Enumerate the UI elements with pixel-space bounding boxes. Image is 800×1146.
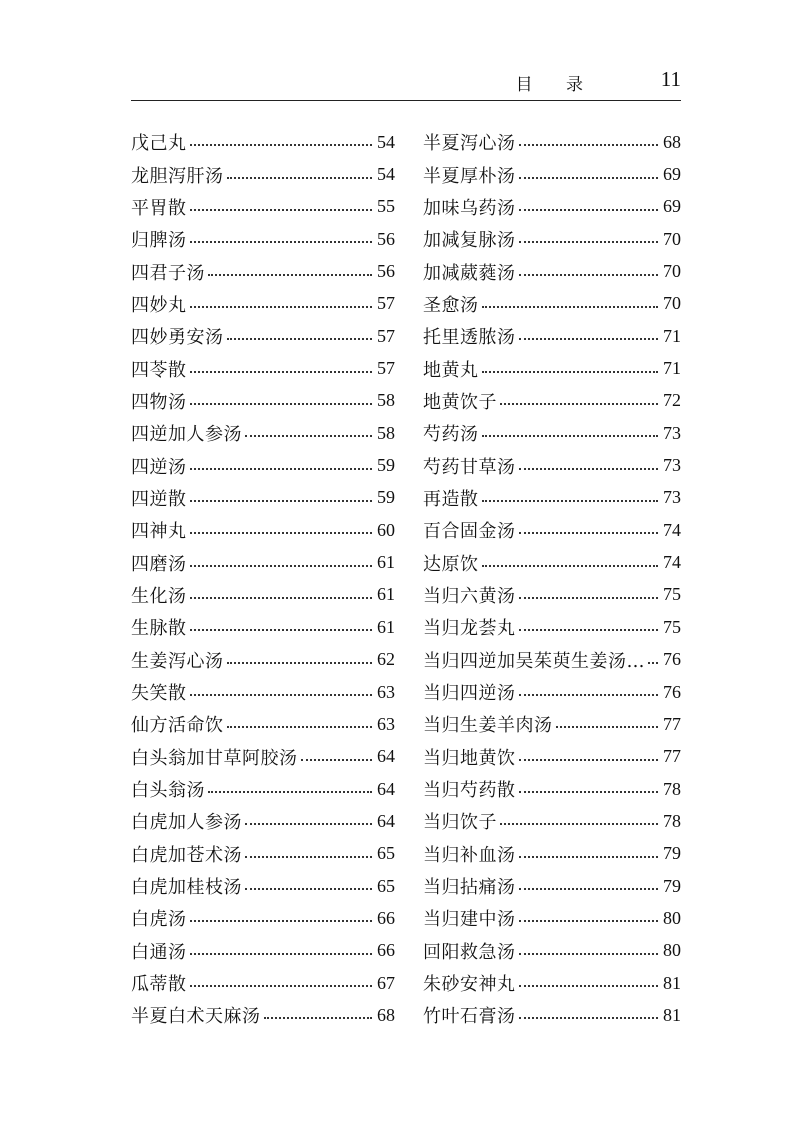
toc-entry-page: 81 xyxy=(663,1004,681,1025)
toc-entry-page: 55 xyxy=(377,196,395,217)
dot-leader xyxy=(519,985,659,987)
toc-entry-page: 78 xyxy=(663,778,681,799)
toc-column-right xyxy=(423,126,681,1032)
toc-entry-title: 达原饮 xyxy=(423,553,479,575)
toc-entry-page: 59 xyxy=(377,487,395,508)
toc-entry-page: 79 xyxy=(663,843,681,864)
toc-entry-page: 67 xyxy=(377,972,395,993)
toc-entry xyxy=(423,708,681,740)
toc-entry xyxy=(131,741,395,773)
toc-entry-page: 54 xyxy=(377,131,395,152)
toc-entry xyxy=(423,514,681,546)
toc-entry xyxy=(131,805,395,837)
dot-leader xyxy=(648,662,658,664)
dot-leader xyxy=(519,791,659,793)
dot-leader xyxy=(190,241,373,243)
toc-entry-title: 平胃散 xyxy=(131,197,187,219)
toc-entry-page: 59 xyxy=(377,455,395,476)
dot-leader xyxy=(519,338,659,340)
dot-leader xyxy=(190,953,373,955)
toc-entry xyxy=(131,773,395,805)
toc-entry-page: 62 xyxy=(377,649,395,670)
toc-entry-page: 57 xyxy=(377,325,395,346)
toc-entry-title: 加味乌药汤 xyxy=(423,197,516,219)
toc-entry-title: 四君子汤 xyxy=(131,262,205,284)
toc-entry xyxy=(423,870,681,902)
dot-leader xyxy=(208,791,372,793)
toc-entry xyxy=(131,546,395,578)
toc-entry xyxy=(423,741,681,773)
toc-entry-page: 78 xyxy=(663,810,681,831)
toc-entry xyxy=(131,514,395,546)
toc-entry-page: 58 xyxy=(377,422,395,443)
toc-entry xyxy=(423,935,681,967)
dot-leader xyxy=(190,532,373,534)
toc-entry-page: 61 xyxy=(377,616,395,637)
toc-entry-title: 芍药甘草汤 xyxy=(423,456,516,478)
dot-leader xyxy=(190,500,373,502)
dot-leader xyxy=(245,435,372,437)
toc-entry-title: 四物汤 xyxy=(131,391,187,413)
toc-entry-title: 竹叶石膏汤 xyxy=(423,1006,516,1028)
toc-entry xyxy=(423,902,681,934)
toc-entry-title: 四逆散 xyxy=(131,488,187,510)
dot-leader xyxy=(190,694,373,696)
toc-entry-page: 65 xyxy=(377,875,395,896)
dot-leader xyxy=(190,371,373,373)
toc-entry-title: 四妙勇安汤 xyxy=(131,327,224,349)
toc-entry-title: 半夏厚朴汤 xyxy=(423,165,516,187)
toc-entry-title: 归脾汤 xyxy=(131,230,187,252)
dot-leader xyxy=(190,597,373,599)
toc-entry-page: 77 xyxy=(663,746,681,767)
toc-entry-title: 白头翁加甘草阿胶汤 xyxy=(131,747,298,769)
toc-entry xyxy=(423,417,681,449)
dot-leader xyxy=(190,985,373,987)
toc-entry-page: 65 xyxy=(377,843,395,864)
toc-entry xyxy=(131,708,395,740)
toc-entry-title: 生化汤 xyxy=(131,585,187,607)
toc-entry xyxy=(131,223,395,255)
dot-leader xyxy=(227,726,373,728)
toc-entry xyxy=(131,676,395,708)
toc-entry-title: 当归六黄汤 xyxy=(423,585,516,607)
toc-entry-page: 64 xyxy=(377,810,395,831)
toc-entry-page: 69 xyxy=(663,196,681,217)
dot-leader xyxy=(500,823,658,825)
toc-entry-page: 70 xyxy=(663,228,681,249)
toc-entry-title: 地黄饮子 xyxy=(423,391,497,413)
toc-entry-page: 73 xyxy=(663,455,681,476)
toc-entry-title: 百合固金汤 xyxy=(423,521,516,543)
toc-entry-title: 半夏白术天麻汤 xyxy=(131,1006,261,1028)
toc-entry xyxy=(131,999,395,1031)
toc-entry-title: 生脉散 xyxy=(131,618,187,640)
toc-entry-title: 地黄丸 xyxy=(423,359,479,381)
toc-entry xyxy=(131,126,395,158)
toc-entry-page: 75 xyxy=(663,584,681,605)
toc-entry xyxy=(423,385,681,417)
toc-entry-title: 生姜泻心汤 xyxy=(131,650,224,672)
dot-leader xyxy=(519,629,659,631)
toc-entry-page: 66 xyxy=(377,907,395,928)
toc-entry-title: 瓜蒂散 xyxy=(131,974,187,996)
toc-entry-page: 63 xyxy=(377,713,395,734)
toc-entry xyxy=(423,676,681,708)
toc-entry xyxy=(131,870,395,902)
toc-entry xyxy=(131,288,395,320)
toc-entry-title: 当归拈痛汤 xyxy=(423,877,516,899)
toc-entry-title: 再造散 xyxy=(423,488,479,510)
toc-entry-page: 74 xyxy=(663,552,681,573)
toc-entry-page: 61 xyxy=(377,552,395,573)
toc-entry xyxy=(131,385,395,417)
toc-entry xyxy=(423,546,681,578)
toc-entry xyxy=(131,449,395,481)
dot-leader xyxy=(245,888,372,890)
toc-entry-title: 白虎加苍术汤 xyxy=(131,844,242,866)
toc-entry-title: 失笑散 xyxy=(131,683,187,705)
dot-leader xyxy=(519,597,659,599)
toc-entry-title: 半夏泻心汤 xyxy=(423,133,516,155)
toc-entry-title: 当归饮子 xyxy=(423,812,497,834)
dot-leader xyxy=(519,468,659,470)
toc-entry-title: 朱砂安神丸 xyxy=(423,974,516,996)
dot-leader xyxy=(190,565,373,567)
toc-entry-title: 当归补血汤 xyxy=(423,844,516,866)
dot-leader xyxy=(264,1017,373,1019)
toc-entry xyxy=(423,999,681,1031)
dot-leader xyxy=(519,209,659,211)
dot-leader xyxy=(519,144,659,146)
page-header xyxy=(131,67,681,101)
dot-leader xyxy=(519,241,659,243)
toc-entry-title: 圣愈汤 xyxy=(423,294,479,316)
toc-entry-page: 60 xyxy=(377,519,395,540)
toc-entry-page: 68 xyxy=(663,131,681,152)
toc-entry-title: 回阳救急汤 xyxy=(423,941,516,963)
dot-leader xyxy=(190,468,373,470)
toc-entry-page: 63 xyxy=(377,681,395,702)
dot-leader xyxy=(190,920,373,922)
toc-entry xyxy=(131,967,395,999)
toc-entry-page: 73 xyxy=(663,422,681,443)
toc-entry-title: 四妙丸 xyxy=(131,294,187,316)
toc-entry-page: 57 xyxy=(377,358,395,379)
toc-entry-title: 加减葳蕤汤 xyxy=(423,262,516,284)
dot-leader xyxy=(482,371,659,373)
toc-entry-title: 托里透脓汤 xyxy=(423,327,516,349)
toc-entry xyxy=(131,838,395,870)
toc-entry-title: 当归生姜羊肉汤 xyxy=(423,715,553,737)
dot-leader xyxy=(519,953,659,955)
dot-leader xyxy=(227,177,373,179)
dot-leader xyxy=(500,403,658,405)
dot-leader xyxy=(556,726,659,728)
toc-entry-page: 69 xyxy=(663,164,681,185)
toc-entry xyxy=(131,644,395,676)
dot-leader xyxy=(245,856,372,858)
dot-leader xyxy=(227,338,373,340)
toc-entry xyxy=(131,255,395,287)
dot-leader xyxy=(190,209,373,211)
dot-leader xyxy=(190,629,373,631)
toc-entry-title: 龙胆泻肝汤 xyxy=(131,165,224,187)
toc-entry-title: 当归龙荟丸 xyxy=(423,618,516,640)
toc-entry-title: 当归四逆汤 xyxy=(423,683,516,705)
toc-entry xyxy=(423,255,681,287)
toc-entry xyxy=(423,352,681,384)
toc-entry xyxy=(423,320,681,352)
toc-entry-title: 白虎汤 xyxy=(131,909,187,931)
dot-leader xyxy=(519,1017,659,1019)
toc-entry-page: 81 xyxy=(663,972,681,993)
toc-entry-page: 57 xyxy=(377,293,395,314)
header-title: 目 录 xyxy=(515,75,597,95)
toc-entry xyxy=(423,126,681,158)
toc-entry-page: 80 xyxy=(663,940,681,961)
toc-entry-page: 56 xyxy=(377,261,395,282)
toc-entry-page: 56 xyxy=(377,228,395,249)
dot-leader xyxy=(190,306,373,308)
dot-leader xyxy=(190,144,373,146)
toc-entry-page: 61 xyxy=(377,584,395,605)
toc-entry-title: 四磨汤 xyxy=(131,553,187,575)
dot-leader xyxy=(519,274,659,276)
toc-entry xyxy=(131,579,395,611)
toc-entry xyxy=(423,288,681,320)
toc-entry-page: 71 xyxy=(663,358,681,379)
toc-entry-page: 64 xyxy=(377,746,395,767)
toc-entry xyxy=(423,838,681,870)
toc-entry-title: 芍药汤 xyxy=(423,424,479,446)
toc-entry xyxy=(131,191,395,223)
dot-leader xyxy=(301,759,373,761)
toc-entry-page: 70 xyxy=(663,293,681,314)
toc-entry xyxy=(131,611,395,643)
dot-leader xyxy=(519,920,659,922)
toc-entry xyxy=(131,320,395,352)
toc-column-left xyxy=(131,126,395,1032)
dot-leader xyxy=(519,532,659,534)
toc-entry-page: 72 xyxy=(663,390,681,411)
toc-entry xyxy=(131,158,395,190)
toc-entry-page: 76 xyxy=(663,649,681,670)
dot-leader xyxy=(190,403,373,405)
toc-entry xyxy=(423,449,681,481)
toc-entry-title: 当归建中汤 xyxy=(423,909,516,931)
toc-entry xyxy=(131,352,395,384)
toc-entry-page: 70 xyxy=(663,261,681,282)
toc-entry xyxy=(423,773,681,805)
dot-leader xyxy=(519,694,659,696)
dot-leader xyxy=(208,274,372,276)
dot-leader xyxy=(482,500,659,502)
toc-entry xyxy=(131,417,395,449)
toc-entry-title: 四苓散 xyxy=(131,359,187,381)
toc-entry xyxy=(131,902,395,934)
toc-entry-title: 当归芍药散 xyxy=(423,780,516,802)
toc-entry-page: 75 xyxy=(663,616,681,637)
dot-leader xyxy=(519,888,659,890)
toc-entry-page: 77 xyxy=(663,713,681,734)
toc-entry-title: 白虎加人参汤 xyxy=(131,812,242,834)
toc-entry xyxy=(423,191,681,223)
toc-entry-page: 64 xyxy=(377,778,395,799)
toc-entry xyxy=(423,158,681,190)
dot-leader xyxy=(245,823,372,825)
toc-entry xyxy=(423,805,681,837)
dot-leader xyxy=(519,759,659,761)
toc-entry-title: 戊己丸 xyxy=(131,133,187,155)
header-page-number: 11 xyxy=(660,67,681,91)
toc-entry-title: 白头翁汤 xyxy=(131,780,205,802)
toc-entry-page: 74 xyxy=(663,519,681,540)
toc-entry xyxy=(423,579,681,611)
toc-entry-title: 四逆加人参汤 xyxy=(131,424,242,446)
dot-leader xyxy=(227,662,373,664)
toc-entry xyxy=(423,967,681,999)
toc-entry xyxy=(423,644,681,676)
toc-entry-page: 54 xyxy=(377,164,395,185)
toc-entry xyxy=(131,935,395,967)
toc-entry-title: 加减复脉汤 xyxy=(423,230,516,252)
dot-leader xyxy=(519,856,659,858)
toc-entry-page: 73 xyxy=(663,487,681,508)
dot-leader xyxy=(482,435,659,437)
dot-leader xyxy=(519,177,659,179)
toc-entry-page: 80 xyxy=(663,907,681,928)
toc-entry xyxy=(131,482,395,514)
toc-entry-page: 76 xyxy=(663,681,681,702)
toc-entry-title: 四神丸 xyxy=(131,521,187,543)
toc-entry xyxy=(423,611,681,643)
toc-entry-title: 白虎加桂枝汤 xyxy=(131,877,242,899)
toc-entry xyxy=(423,223,681,255)
toc-entry-page: 71 xyxy=(663,325,681,346)
toc-entry-page: 66 xyxy=(377,940,395,961)
toc-entry-title: 四逆汤 xyxy=(131,456,187,478)
toc-entry-title: 白通汤 xyxy=(131,941,187,963)
toc-entry-title: 仙方活命饮 xyxy=(131,715,224,737)
toc-entry-page: 79 xyxy=(663,875,681,896)
toc-entry-title: 当归地黄饮 xyxy=(423,747,516,769)
dot-leader xyxy=(482,306,659,308)
dot-leader xyxy=(482,565,659,567)
toc-entry-title: 当归四逆加吴茱萸生姜汤… xyxy=(423,650,645,672)
toc-entry-page: 58 xyxy=(377,390,395,411)
toc-entry-page: 68 xyxy=(377,1004,395,1025)
toc-entry xyxy=(423,482,681,514)
